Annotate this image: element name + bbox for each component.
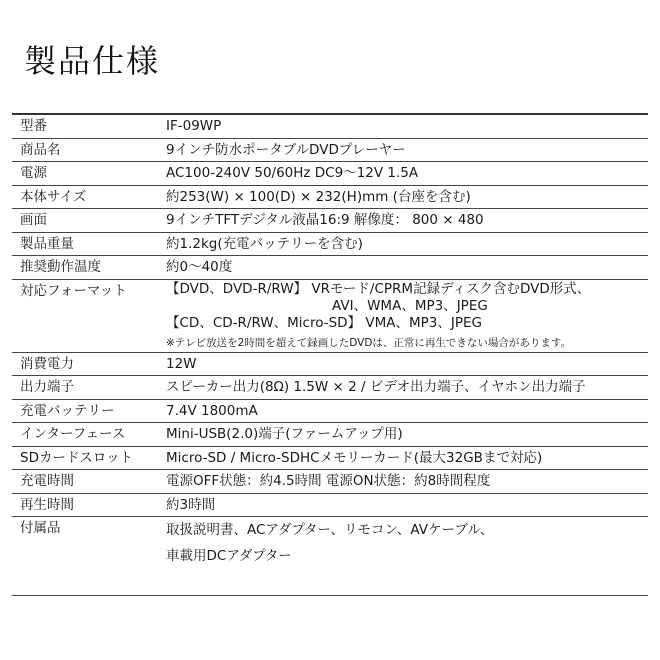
spec-value: 9インチTFTデジタル液晶16:9 解像度： 800 × 480 [166, 212, 484, 228]
spec-row-sd-slot [12, 447, 648, 471]
accessory-line-1: 取扱説明書、ACアダプター、リモコン、AVケーブル、 [166, 522, 494, 538]
spec-label: 付属品 [20, 520, 61, 536]
spec-table [12, 113, 648, 596]
spec-label: 商品名 [20, 141, 61, 158]
spec-row-formats [12, 280, 648, 353]
spec-label: 推奨動作温度 [20, 259, 101, 275]
format-line-cd: 【CD、CD-R/RW、Micro-SD】 VMA、MP3、JPEG [166, 314, 482, 331]
spec-row-screen [12, 209, 648, 233]
spec-row-output [12, 376, 648, 400]
spec-value: 約3時間 [166, 496, 216, 513]
spec-row-product-name [12, 139, 648, 163]
spec-label: 消費電力 [20, 355, 74, 372]
format-line-dvd-files: AVI、WMA、MP3、JPEG [332, 297, 488, 314]
spec-label: 再生時間 [20, 496, 74, 513]
page-title: 製品仕様 [24, 42, 161, 80]
spec-row-temperature [12, 256, 648, 280]
spec-value: スピーカー出力(8Ω) 1.5W × 2 / ビデオ出力端子、イヤホン出力端子 [166, 379, 586, 395]
spec-row-battery [12, 400, 648, 424]
accessory-line-2: 車載用DCアダプター [166, 548, 292, 564]
spec-value: 約253(W) × 100(D) × 232(H)mm (台座を含む) [166, 188, 471, 205]
spec-value: IF-09WP [166, 118, 222, 134]
spec-label: 対応フォーマット [20, 282, 127, 299]
spec-row-charge-time [12, 470, 648, 494]
spec-label: 充電バッテリー [20, 402, 115, 419]
spec-row-accessories [12, 517, 648, 596]
spec-row-power [12, 162, 648, 186]
spec-label: SDカードスロット [20, 449, 134, 466]
spec-label: 画面 [20, 212, 47, 228]
spec-row-consumption [12, 353, 648, 377]
format-line-dvd: 【DVD、DVD-R/RW】 VRモード/CPRM記録ディスク含むDVD形式、 [166, 280, 591, 297]
spec-value: Micro-SD / Micro-SDHCメモリーカード(最大32GBまで対応) [166, 449, 543, 466]
spec-label: 電源 [20, 165, 47, 181]
spec-value [162, 517, 648, 595]
spec-row-weight [12, 233, 648, 257]
spec-value [162, 280, 648, 352]
spec-label: インターフェース [20, 426, 126, 442]
spec-row-interface [12, 423, 648, 447]
spec-value: AC100-240V 50/60Hz DC9～12V 1.5A [166, 165, 419, 181]
spec-label: 出力端子 [20, 379, 74, 395]
spec-row-model [12, 115, 648, 139]
spec-value: 約0～40度 [166, 259, 233, 275]
spec-row-play-time [12, 494, 648, 518]
spec-label: 型番 [20, 118, 47, 134]
spec-label: 製品重量 [20, 235, 74, 252]
spec-label: 充電時間 [20, 473, 74, 489]
spec-value: 9インチ防水ポータブルDVDプレーヤー [166, 141, 406, 158]
format-note: ※テレビ放送を2時間を超えて録画したDVDは、正常に再生できない場合があります。 [166, 336, 572, 349]
spec-value: 12W [166, 355, 197, 372]
spec-value: 7.4V 1800mA [166, 402, 258, 419]
spec-value: 電源OFF状態：約4.5時間 電源ON状態：約8時間程度 [166, 473, 491, 489]
spec-value: Mini-USB(2.0)端子(ファームアップ用) [166, 426, 403, 442]
spec-row-size [12, 186, 648, 210]
spec-value: 約1.2kg(充電バッテリーを含む) [166, 235, 363, 252]
spec-label: 本体サイズ [20, 188, 87, 205]
